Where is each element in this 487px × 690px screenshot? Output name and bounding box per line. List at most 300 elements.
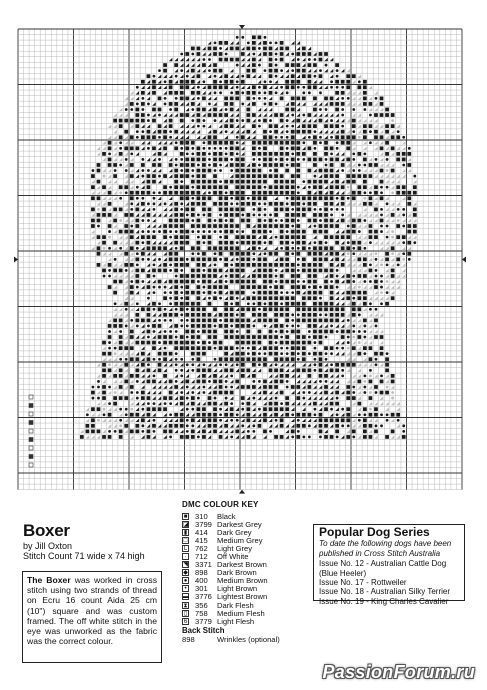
- stitch-mark: [286, 91, 289, 94]
- stitch-mark: [246, 174, 250, 178]
- stitch-mark: [208, 191, 211, 194]
- stitch-mark: [102, 430, 106, 434]
- stitch-mark: [363, 430, 367, 434]
- stitch-mark: [319, 224, 323, 228]
- stitch-mark: [175, 141, 178, 144]
- stitch-mark: [335, 257, 339, 261]
- stitch-mark: [396, 274, 400, 278]
- stitch-mark: [297, 269, 300, 272]
- stitch-mark: [191, 319, 195, 323]
- stitch-mark: [346, 119, 350, 123]
- stitch-mark: [285, 69, 289, 73]
- stitch-mark: [224, 374, 228, 378]
- stitch-mark: [124, 241, 128, 245]
- stitch-mark: [175, 230, 178, 233]
- stitch-mark: [119, 108, 123, 112]
- stitch-mark: [274, 141, 278, 145]
- stitch-mark: [174, 180, 178, 184]
- stitch-mark: [219, 246, 223, 250]
- stitch-mark: [197, 374, 201, 378]
- stitch-mark: [203, 230, 206, 233]
- stitch-mark: [280, 247, 283, 250]
- stitch-mark: [358, 74, 362, 78]
- stitch-mark: [308, 219, 312, 223]
- stitch-mark: [213, 135, 217, 139]
- stitch-mark: [202, 158, 206, 162]
- key-symbol-mark: [29, 455, 33, 459]
- stitch-mark: [169, 108, 172, 111]
- stitch-mark: [130, 124, 134, 128]
- stitch-mark: [319, 252, 323, 256]
- stitch-mark: [152, 280, 156, 284]
- stitch-mark: [369, 119, 373, 123]
- stitch-mark: [197, 135, 201, 139]
- stitch-mark: [369, 341, 373, 345]
- stitch-mark: [174, 235, 178, 239]
- stitch-mark: [330, 163, 334, 167]
- stitch-mark: [147, 202, 150, 205]
- stitch-mark: [147, 191, 151, 195]
- stitch-mark: [197, 385, 201, 389]
- stitch-mark: [119, 185, 123, 189]
- stitch-mark: [230, 258, 234, 262]
- stitch-mark: [380, 291, 383, 294]
- stitch-mark: [391, 191, 394, 194]
- stitch-mark: [319, 208, 322, 211]
- stitch-mark: [335, 63, 339, 67]
- stitch-mark: [330, 374, 334, 378]
- stitch-mark: [285, 108, 289, 112]
- stitch-mark: [241, 269, 245, 273]
- stitch-mark: [152, 169, 156, 173]
- stitch-mark: [258, 269, 262, 273]
- stitch-mark: [402, 164, 405, 167]
- stitch-mark: [252, 363, 256, 367]
- stitch-mark: [274, 335, 278, 339]
- stitch-mark: [286, 130, 289, 133]
- stitch-mark: [319, 341, 323, 345]
- stitch-mark: [152, 213, 156, 217]
- stitch-mark: [91, 185, 95, 189]
- stitch-mark: [286, 119, 289, 122]
- stitch-mark: [374, 135, 378, 139]
- stitch-mark: [224, 319, 228, 323]
- stitch-mark: [185, 52, 189, 56]
- stitch-mark: [97, 147, 101, 151]
- stitch-mark: [285, 430, 289, 434]
- stitch-mark: [208, 74, 212, 78]
- stitch-mark: [130, 269, 134, 273]
- stitch-mark: [130, 185, 134, 189]
- stitch-mark: [324, 97, 328, 101]
- stitch-mark: [108, 352, 112, 356]
- stitch-mark: [336, 397, 339, 400]
- stitch-mark: [185, 280, 189, 284]
- stitch-mark: [247, 302, 250, 305]
- stitch-mark: [402, 169, 406, 173]
- stitch-mark: [335, 291, 339, 295]
- stitch-mark: [341, 125, 344, 128]
- stitch-mark: [346, 324, 350, 328]
- series-issue: Issue No. 17 - Rottweiler: [319, 578, 407, 588]
- stitch-mark: [385, 391, 389, 395]
- stitch-mark: [130, 97, 134, 101]
- stitch-mark: [252, 352, 256, 356]
- stitch-mark: [280, 391, 284, 395]
- stitch-mark: [152, 219, 156, 223]
- stitch-mark: [296, 80, 300, 84]
- stitch-mark: [264, 80, 267, 83]
- stitch-mark: [291, 346, 295, 350]
- stitch-mark: [169, 413, 172, 416]
- stitch-mark: [252, 274, 256, 278]
- stitch-mark: [141, 113, 145, 117]
- stitch-mark: [386, 419, 389, 422]
- stitch-mark: [147, 91, 151, 95]
- stitch-mark: [213, 141, 217, 145]
- stitch-mark: [302, 402, 306, 406]
- stitch-mark: [97, 391, 101, 395]
- stitch-mark: [147, 391, 151, 395]
- stitch-mark: [225, 53, 228, 56]
- stitch-mark: [274, 80, 278, 84]
- stitch-mark: [363, 291, 367, 295]
- watermark: PassionForum.ru: [322, 662, 475, 682]
- stitch-mark: [297, 47, 301, 51]
- stitch-mark: [291, 74, 295, 78]
- stitch-mark: [158, 396, 162, 400]
- stitch-mark: [230, 352, 234, 356]
- stitch-mark: [296, 291, 300, 295]
- stitch-mark: [197, 214, 200, 217]
- series-issue: Issue No. 19 - King Charles Cavalier: [319, 596, 449, 606]
- stitch-mark: [180, 246, 184, 250]
- stitch-mark: [119, 241, 123, 245]
- stitch-mark: [125, 308, 128, 311]
- stitch-mark: [97, 413, 101, 417]
- stitch-mark: [152, 146, 156, 150]
- stitch-mark: [219, 236, 222, 239]
- stitch-mark: [114, 430, 117, 433]
- stitch-mark: [324, 185, 328, 189]
- colour-name: Darkest Brown: [217, 560, 267, 570]
- stitch-mark: [208, 380, 211, 383]
- stitch-mark: [214, 291, 217, 294]
- stitch-mark: [225, 108, 228, 111]
- stitch-mark: [291, 102, 295, 106]
- stitch-mark: [164, 80, 167, 83]
- stitch-mark: [141, 241, 144, 244]
- stitch-mark: [380, 214, 383, 217]
- stitch-mark: [324, 391, 328, 395]
- stitch-mark: [235, 196, 239, 200]
- stitch-mark: [208, 63, 212, 67]
- stitch-mark: [108, 163, 112, 167]
- stitch-mark: [341, 108, 344, 111]
- stitch-mark: [347, 341, 350, 344]
- stitch-mark: [330, 319, 334, 323]
- stitch-mark: [274, 424, 278, 428]
- stitch-mark: [113, 407, 117, 411]
- stitch-mark: [302, 352, 306, 356]
- stitch-mark: [297, 280, 300, 283]
- stitch-mark: [258, 419, 262, 423]
- stitch-mark: [286, 347, 289, 350]
- stitch-count: Stitch Count 71 wide x 74 high: [23, 551, 145, 561]
- stitch-mark: [391, 119, 394, 122]
- stitch-mark: [219, 113, 223, 117]
- stitch-mark: [291, 402, 295, 406]
- stitch-mark: [346, 369, 350, 373]
- stitch-mark: [225, 152, 228, 155]
- stitch-mark: [247, 374, 251, 378]
- stitch-mark: [174, 402, 178, 406]
- stitch-mark: [135, 108, 139, 112]
- stitch-mark: [224, 208, 228, 212]
- stitch-mark: [408, 169, 412, 173]
- stitch-mark: [346, 74, 350, 78]
- stitch-mark: [347, 319, 350, 322]
- stitch-mark: [208, 269, 212, 273]
- stitch-mark: [213, 424, 217, 428]
- stitch-mark: [385, 163, 389, 167]
- stitch-mark: [91, 191, 95, 195]
- stitch-mark: [208, 319, 212, 323]
- stitch-mark: [352, 380, 356, 384]
- stitch-mark: [385, 241, 389, 245]
- stitch-mark: [235, 308, 239, 312]
- stitch-mark: [385, 197, 389, 201]
- stitch-mark: [219, 224, 223, 228]
- stitch-mark: [235, 180, 239, 184]
- stitch-mark: [357, 174, 361, 178]
- stitch-mark: [258, 341, 262, 345]
- stitch-mark: [130, 225, 133, 228]
- stitch-mark: [374, 119, 378, 123]
- stitch-mark: [335, 230, 339, 234]
- stitch-mark: [197, 219, 201, 223]
- stitch-mark: [269, 241, 273, 245]
- stitch-mark: [130, 346, 134, 350]
- stitch-mark: [285, 357, 289, 361]
- stitch-mark: [285, 319, 289, 323]
- stitch-mark: [108, 224, 112, 228]
- stitch-mark: [180, 180, 183, 183]
- stitch-mark: [158, 213, 162, 217]
- stitch-mark: [174, 391, 178, 395]
- stitch-mark: [124, 291, 128, 295]
- stitch-mark: [197, 86, 200, 89]
- stitch-mark: [275, 330, 278, 333]
- stitch-mark: [180, 291, 183, 294]
- stitch-mark: [296, 252, 300, 256]
- stitch-mark: [119, 341, 123, 345]
- stitch-mark: [363, 213, 367, 217]
- stitch-mark: [224, 235, 228, 239]
- stitch-mark: [346, 352, 350, 356]
- stitch-mark: [208, 285, 212, 289]
- stitch-mark: [174, 413, 178, 417]
- stitch-mark: [113, 163, 117, 167]
- stitch-mark: [324, 374, 328, 378]
- centre-arrow-icon: [239, 490, 245, 494]
- stitch-mark: [175, 330, 178, 333]
- stitch-mark: [324, 319, 328, 323]
- stitch-mark: [258, 91, 261, 94]
- stitch-mark: [219, 91, 222, 94]
- stitch-mark: [152, 335, 156, 339]
- stitch-mark: [363, 85, 367, 89]
- stitch-mark: [180, 430, 184, 434]
- stitch-mark: [185, 97, 189, 101]
- stitch-mark: [252, 313, 256, 317]
- stitch-mark: [113, 208, 117, 212]
- stitch-mark: [374, 319, 378, 323]
- stitch-mark: [308, 69, 312, 73]
- stitch-mark: [325, 158, 328, 161]
- stitch-mark: [213, 369, 217, 373]
- stitch-mark: [352, 219, 356, 223]
- key-symbol-mark: [29, 421, 33, 425]
- stitch-mark: [269, 280, 273, 284]
- stitch-mark: [169, 357, 173, 361]
- stitch-mark: [185, 241, 189, 245]
- stitch-mark: [158, 241, 162, 245]
- stitch-mark: [141, 246, 145, 250]
- stitch-mark: [91, 180, 95, 184]
- stitch-mark: [385, 274, 389, 278]
- stitch-mark: [191, 186, 194, 189]
- stitch-mark: [263, 430, 267, 434]
- stitch-mark: [291, 252, 294, 255]
- stitch-mark: [185, 263, 189, 267]
- stitch-mark: [208, 169, 212, 173]
- stitch-mark: [247, 246, 251, 250]
- stitch-mark: [219, 374, 223, 378]
- stitch-mark: [396, 280, 400, 284]
- stitch-mark: [291, 291, 294, 294]
- stitch-mark: [141, 185, 145, 189]
- stitch-mark: [124, 163, 128, 167]
- stitch-mark: [213, 280, 217, 284]
- stitch-mark: [180, 191, 184, 195]
- stitch-mark: [280, 41, 284, 45]
- stitch-mark: [174, 263, 178, 267]
- stitch-mark: [103, 247, 106, 250]
- stitch-mark: [285, 180, 289, 184]
- stitch-mark: [119, 335, 123, 339]
- stitch-mark: [235, 352, 239, 356]
- stitch-mark: [369, 185, 373, 189]
- stitch-mark: [391, 185, 395, 189]
- stitch-mark: [274, 346, 278, 350]
- stitch-mark: [224, 224, 228, 228]
- stitch-mark: [358, 330, 361, 333]
- stitch-mark: [358, 396, 362, 400]
- stitch-mark: [252, 419, 256, 423]
- stitch-mark: [130, 330, 134, 334]
- stitch-mark: [264, 214, 267, 217]
- stitch-mark: [186, 108, 190, 112]
- stitch-mark: [252, 224, 256, 228]
- stitch-mark: [330, 74, 334, 78]
- stitch-mark: [180, 119, 184, 123]
- stitch-mark: [357, 246, 361, 250]
- stitch-mark: [158, 313, 162, 317]
- stitch-mark: [203, 58, 206, 61]
- stitch-mark: [230, 269, 234, 273]
- stitch-mark: [202, 252, 206, 256]
- stitch-mark: [186, 69, 190, 73]
- stitch-mark: [258, 363, 261, 366]
- stitch-mark: [313, 396, 317, 400]
- stitch-mark: [180, 113, 184, 117]
- stitch-mark: [175, 75, 178, 78]
- stitch-mark: [169, 241, 173, 245]
- stitch-mark: [369, 419, 373, 423]
- stitch-mark: [335, 235, 339, 239]
- stitch-mark: [357, 296, 361, 300]
- stitch-mark: [247, 424, 251, 428]
- stitch-mark: [241, 419, 245, 423]
- stitch-mark: [263, 291, 267, 295]
- stitch-mark: [224, 74, 228, 78]
- stitch-mark: [141, 191, 145, 195]
- stitch-mark: [230, 380, 234, 384]
- stitch-mark: [369, 86, 373, 90]
- stitch-mark: [130, 302, 134, 306]
- stitch-mark: [346, 435, 350, 439]
- stitch-mark: [313, 124, 317, 128]
- stitch-mark: [174, 252, 178, 256]
- stitch-mark: [113, 341, 117, 345]
- stitch-mark: [358, 407, 362, 411]
- stitch-mark: [396, 407, 400, 411]
- stitch-mark: [174, 213, 178, 217]
- stitch-mark: [241, 208, 245, 212]
- stitch-mark: [125, 108, 128, 111]
- stitch-mark: [191, 418, 195, 422]
- stitch-mark: [186, 374, 190, 378]
- stitch-mark: [119, 346, 123, 350]
- centre-arrow-icon: [14, 257, 18, 263]
- stitch-mark: [308, 402, 312, 406]
- stitch-mark: [241, 174, 245, 178]
- stitch-mark: [208, 108, 212, 112]
- stitch-mark: [230, 325, 233, 328]
- stitch-mark: [369, 241, 372, 244]
- stitch-mark: [219, 424, 223, 428]
- stitch-mark: [274, 69, 278, 73]
- stitch-mark: [163, 124, 167, 128]
- stitch-mark: [313, 380, 317, 384]
- stitch-mark: [241, 58, 245, 62]
- stitch-mark: [335, 152, 339, 156]
- stitch-mark: [119, 330, 122, 333]
- stitch-mark: [108, 197, 112, 201]
- stitch-mark: [291, 202, 295, 206]
- stitch-mark: [97, 407, 101, 411]
- stitch-mark: [141, 363, 145, 367]
- filled-square-icon: ■: [183, 513, 188, 520]
- stitch-mark: [174, 219, 178, 223]
- stitch-mark: [324, 219, 328, 223]
- stitch-mark: [291, 352, 295, 356]
- stitch-mark: [202, 374, 206, 378]
- stitch-mark: [108, 407, 112, 411]
- stitch-mark: [219, 369, 223, 373]
- stitch-mark: [302, 97, 306, 101]
